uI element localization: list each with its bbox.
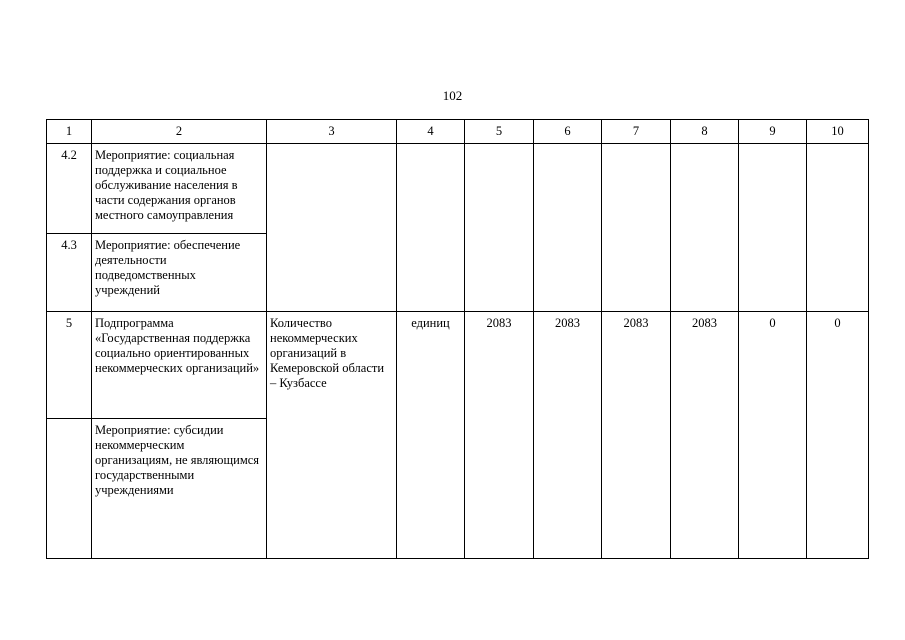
row-number: 4.2 [47,144,92,234]
column-header: 10 [807,120,869,144]
value-cell: 2083 [671,312,739,559]
value-cell: 2083 [465,312,534,559]
value-cell: 2083 [602,312,671,559]
empty-cell [602,144,671,312]
empty-cell [397,144,465,312]
column-header: 5 [465,120,534,144]
row-name: Мероприятие: обеспечение деятельности подведомственных учреждений [92,234,267,312]
table-row [47,144,869,234]
unit-cell: единиц [397,312,465,559]
empty-cell [739,144,807,312]
empty-cell [465,144,534,312]
value-cell: 0 [739,312,807,559]
row-name: Мероприятие: социальная поддержка и социальное обслуживание населения в части содержания органов местного самоуправления [92,144,267,234]
table-header-row [47,120,869,144]
empty-cell [671,144,739,312]
row-name: Подпрограмма «Государственная поддержка социально ориентированных некоммерческих организаций» [92,312,267,419]
column-header: 1 [47,120,92,144]
value-cell: 0 [807,312,869,559]
row-number: 4.3 [47,234,92,312]
row-number: 5 [47,312,92,419]
row-name: Мероприятие: субсидии некоммерческим организациям, не являющимся государственными учреждениями [92,419,267,559]
column-header: 8 [671,120,739,144]
page-number: 102 [442,88,463,103]
data-table [46,119,869,559]
table-row [47,312,869,419]
empty-cell [534,144,602,312]
value-cell: 2083 [534,312,602,559]
column-header: 6 [534,120,602,144]
empty-cell [807,144,869,312]
column-header: 3 [267,120,397,144]
column-header: 9 [739,120,807,144]
empty-cell [267,144,397,312]
row-number [47,419,92,559]
column-header: 7 [602,120,671,144]
indicator-cell: Количество некоммерческих организаций в Кемеровской области – Кузбассе [267,312,397,559]
column-header: 4 [397,120,465,144]
column-header: 2 [92,120,267,144]
